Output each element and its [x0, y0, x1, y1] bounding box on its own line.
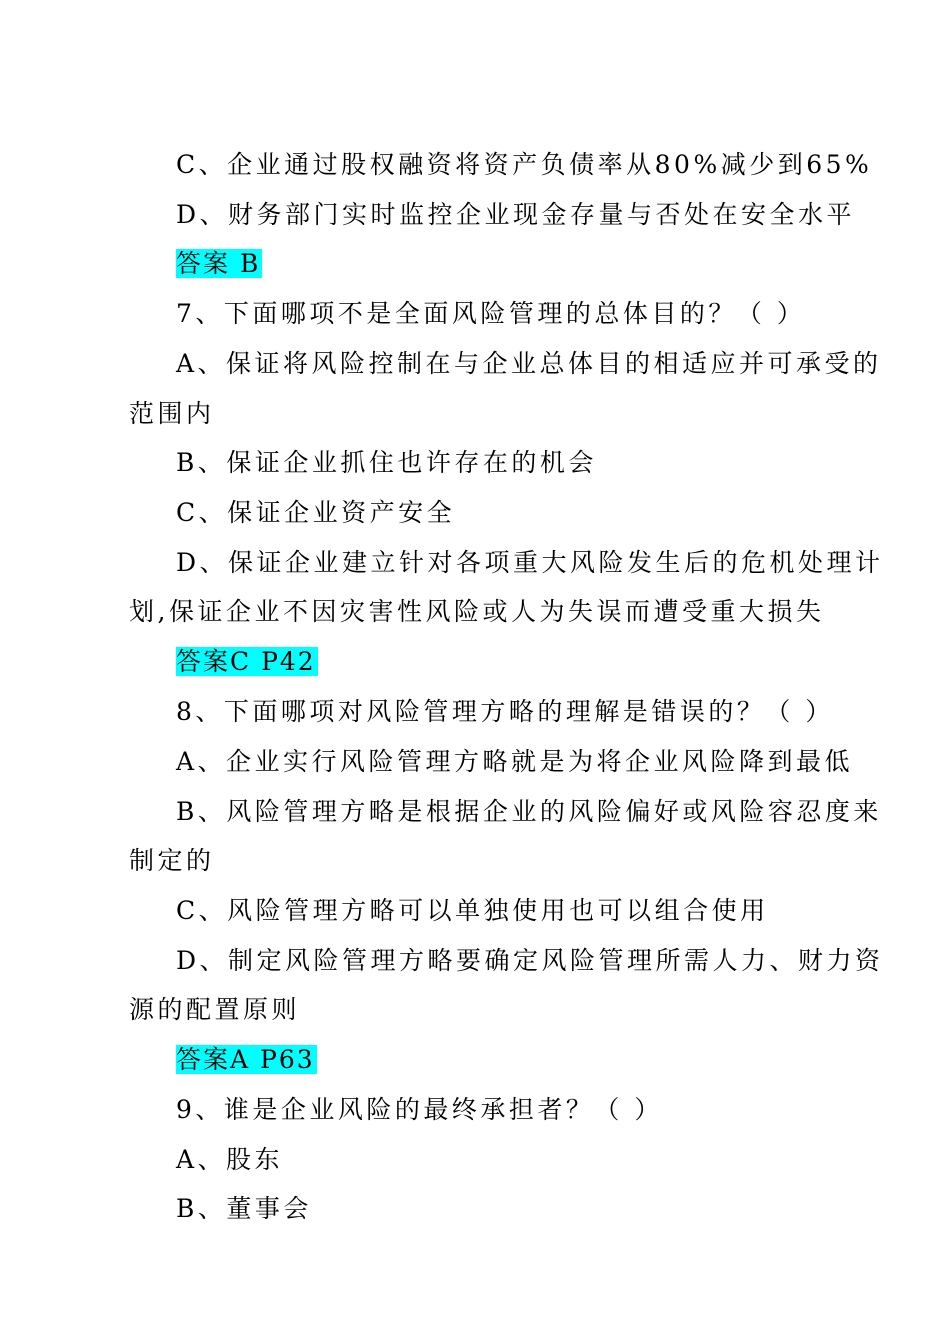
- option-a-q9: A、股东: [176, 1145, 284, 1174]
- answer-q8: [176, 1043, 317, 1077]
- answer-q7: [176, 645, 318, 679]
- option-c-q8: C、风险管理方略可以单独使用也可以组合使用: [176, 896, 769, 925]
- option-a-q7-cont: 范围内: [129, 399, 215, 428]
- answer-highlight: 答案 B: [176, 249, 261, 278]
- option-c-q6: C、企业通过股权融资将资产负债率从80%减少到65%: [176, 150, 873, 179]
- answer-highlight: 答案A P63: [176, 1045, 315, 1074]
- question-8: 8、下面哪项对风险管理方略的理解是错误的？（ ）: [176, 697, 834, 726]
- option-b-q8-cont: 制定的: [129, 846, 215, 875]
- question-7: 7、下面哪项不是全面风险管理的总体目的？（ ）: [176, 299, 806, 328]
- option-d-q7-cont: 划,保证企业不因灾害性风险或人为失误而遭受重大损失: [129, 597, 825, 626]
- option-b-q7: B、保证企业抓住也许存在的机会: [176, 448, 597, 477]
- option-b-q9: B、董事会: [176, 1194, 312, 1223]
- option-d-q7: D、保证企业建立针对各项重大风险发生后的危机处理计: [176, 548, 884, 577]
- answer-highlight: 答案C P42: [176, 647, 316, 676]
- option-b-q8: B、风险管理方略是根据企业的风险偏好或风险容忍度来: [176, 797, 882, 826]
- option-d-q8: D、制定风险管理方略要确定风险管理所需人力、财力资: [176, 946, 884, 975]
- question-9: 9、谁是企业风险的最终承担者？（ ）: [176, 1095, 663, 1124]
- option-c-q7: C、保证企业资产安全: [176, 498, 456, 527]
- option-a-q7: A、保证将风险控制在与企业总体目的相适应并可承受的: [176, 349, 882, 378]
- option-d-q8-cont: 源的配置原则: [129, 995, 301, 1024]
- option-a-q8: A、企业实行风险管理方略就是为将企业风险降到最低: [176, 747, 854, 776]
- option-d-q6: D、财务部门实时监控企业现金存量与否处在安全水平: [176, 200, 856, 229]
- answer-q6: [176, 247, 262, 281]
